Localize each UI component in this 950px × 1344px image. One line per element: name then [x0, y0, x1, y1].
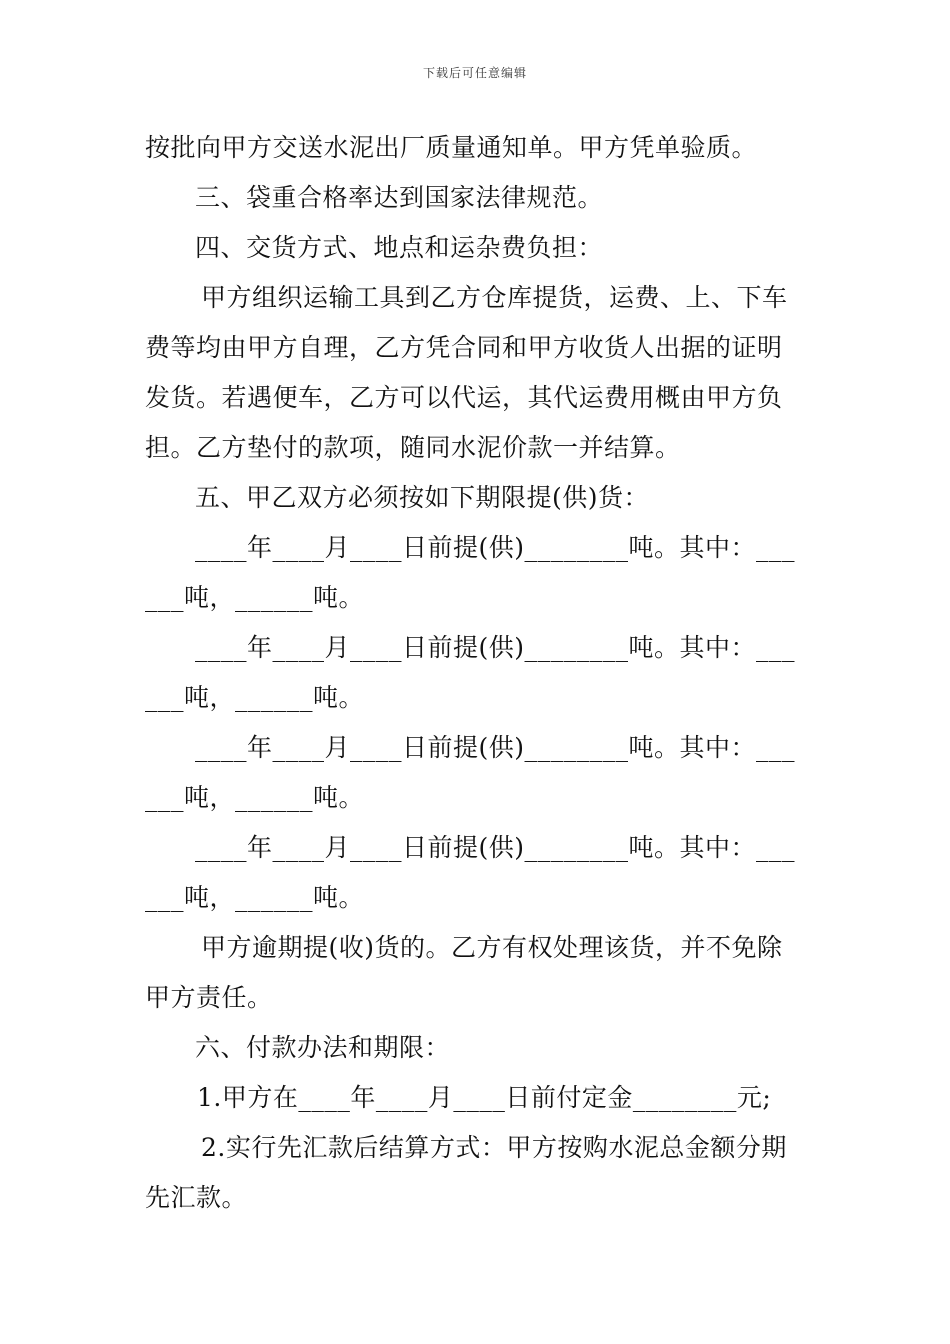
- paragraph-line: 甲方组织运输工具到乙方仓库提货，运费、上、下车: [201, 283, 788, 312]
- delivery-schedule-line: ___吨，______吨。: [145, 583, 365, 612]
- payment-item-1: 1.甲方在____年____月____日前付定金________元;: [197, 1083, 772, 1112]
- delivery-schedule-line: ____年____月____日前提(供)________吨。其中：___: [195, 833, 796, 862]
- paragraph-line: 甲方逾期提(收)货的。乙方有权处理该货，并不免除: [201, 933, 783, 962]
- section-heading-3: 三、袋重合格率达到国家法律规范。: [195, 183, 604, 212]
- payment-item-2: 2.实行先汇款后结算方式：甲方按购水泥总金额分期: [201, 1133, 787, 1162]
- paragraph-line: 担。乙方垫付的款项，随同水泥价款一并结算。: [145, 433, 681, 462]
- paragraph-line: 发货。若遇便车，乙方可以代运，其代运费用概由甲方负: [145, 383, 783, 412]
- delivery-schedule-line: ____年____月____日前提(供)________吨。其中：___: [195, 733, 796, 762]
- section-heading-5: 五、甲乙双方必须按如下期限提(供)货：: [195, 483, 650, 512]
- delivery-schedule-line: ____年____月____日前提(供)________吨。其中：___: [195, 633, 796, 662]
- paragraph-line: 甲方责任。: [145, 983, 273, 1012]
- paragraph-line: 按批向甲方交送水泥出厂质量通知单。甲方凭单验质。: [145, 133, 758, 162]
- delivery-schedule-line: ___吨，______吨。: [145, 683, 365, 712]
- paragraph-line: 先汇款。: [145, 1183, 248, 1212]
- delivery-schedule-line: ___吨，______吨。: [145, 783, 365, 812]
- page-header-note: 下载后可任意编辑: [422, 66, 527, 80]
- section-heading-6: 六、付款办法和期限：: [195, 1033, 451, 1062]
- section-heading-4: 四、交货方式、地点和运杂费负担：: [195, 233, 604, 262]
- delivery-schedule-line: ___吨，______吨。: [145, 883, 365, 912]
- paragraph-line: 费等均由甲方自理，乙方凭合同和甲方收货人出据的证明: [145, 333, 783, 362]
- delivery-schedule-line: ____年____月____日前提(供)________吨。其中：___: [195, 533, 796, 562]
